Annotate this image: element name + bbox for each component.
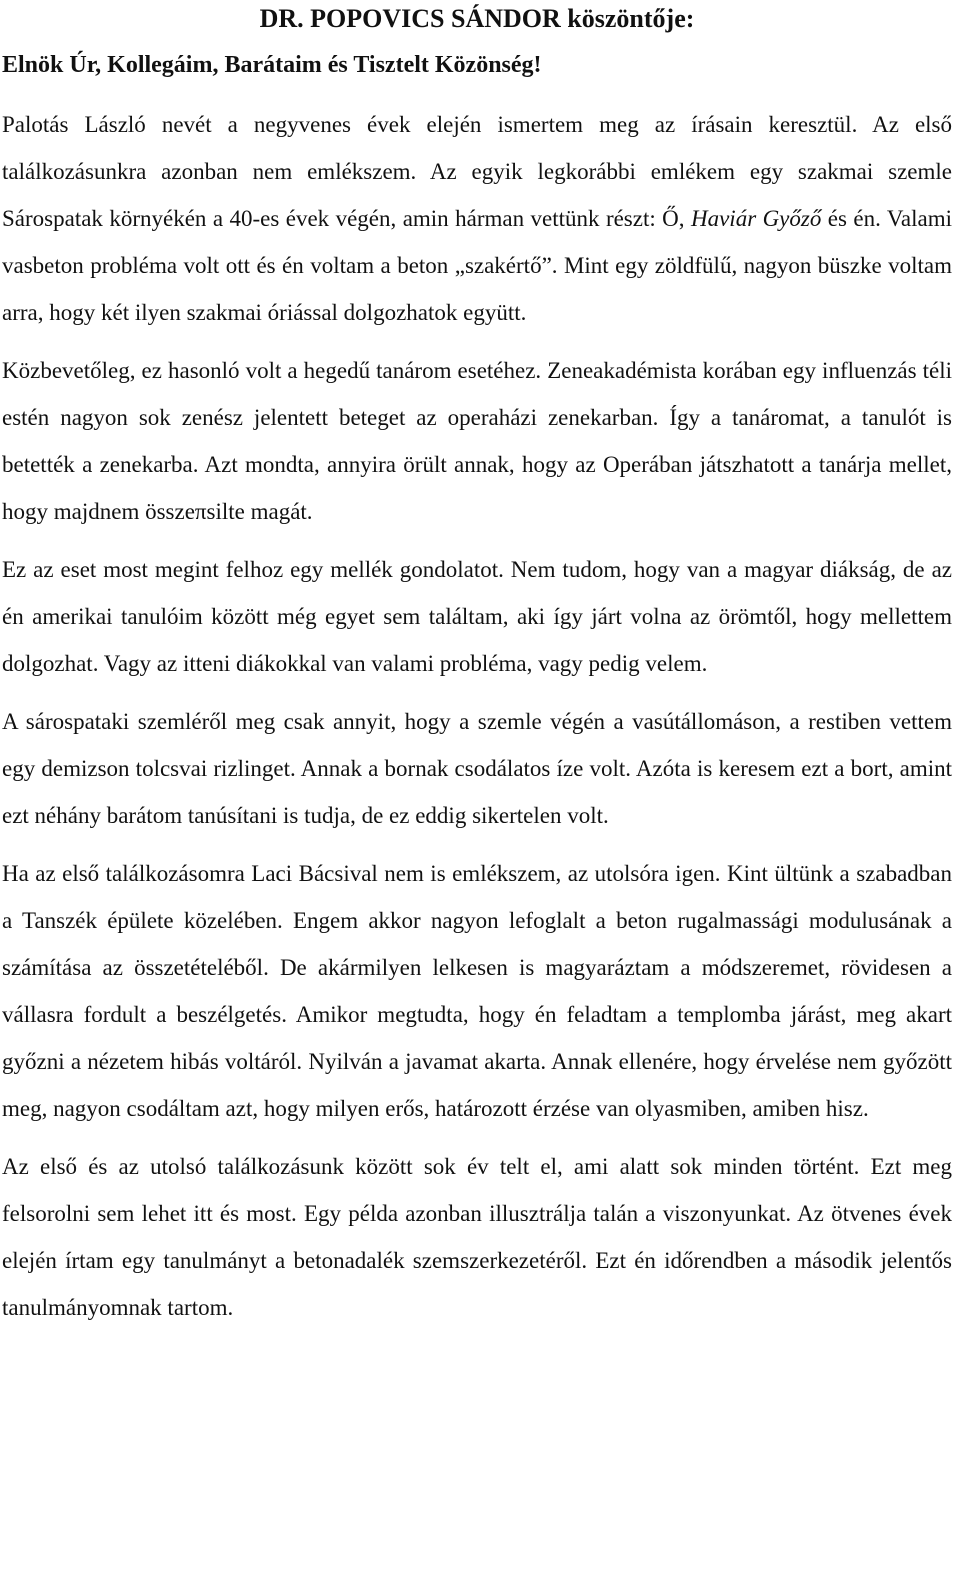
italic-name: Haviár Győző bbox=[690, 206, 822, 231]
paragraph-1-text-before: Palotás László nevét a negyvenes évek elején ismertem meg az írásain keresztül. Az első találkozásunkra azonban nem emlékszem. Az egyik legkorábbi emlékem egy szakmai szemle Sárospatak környékén a 40-es évek végén, amin hárman vettünk részt: Ő, bbox=[2, 112, 952, 231]
document-title: DR. POPOVICS SÁNDOR köszöntője: bbox=[259, 4, 695, 33]
paragraph-6: Az első és az utolsó találkozásunk között sok év telt el, ami alatt sok minden történt. Ezt meg felsorolni sem lehet itt és most. Egy példa azonban illusztrálja talán a viszonyunkat. Az ötvenes évek elején írtam egy tanulmányt a betonadalék szemszerkezetéről. Ezt én időrendben a második jelentős tanulmányomnak tartom. bbox=[2, 1154, 952, 1320]
paragraph-4: A sárospataki szemléről meg csak annyit, hogy a szemle végén a vasútállomáson, a restiben vettem egy demizson tolcsvai rizlinget. Annak a bornak csodálatos íze volt. Azóta is keresem ezt a bort, amint ezt néhány barátom tanúsítani is tudja, de ez eddig sikertelen volt. bbox=[2, 709, 952, 828]
paragraph-1 bbox=[2, 101, 952, 336]
salutation: Elnök Úr, Kollegáim, Barátaim és Tisztelt Közönség! bbox=[2, 52, 542, 78]
paragraph-5: Ha az első találkozásomra Laci Bácsival nem is emlékszem, az utolsóra igen. Kint ültünk a szabadban a Tanszék épülete közelében. Engem akkor nagyon lefoglalt a beton rugalmassági modulusának a számítása az összetételéből. De akármilyen lelkesen is magyaráztam a módszeremet, rövidesen a vállasra fordult a beszélgetés. Amikor megtudta, hogy én feladtam a templomba járást, meg akart győzni a nézetem hibás voltáról. Nyilván a javamat akarta. Annak ellenére, hogy érvelése nem győzött meg, nagyon csodáltam azt, hogy milyen erős, határozott érzése van olyasmiben, amiben hisz. bbox=[2, 861, 952, 1121]
paragraph-1-text-after: és én. Valami vasbeton probléma volt ott és én voltam a beton „szakértő”. Mint egy zöldfülű, nagyon büszke voltam arra, hogy két ilyen szakmai óriással dolgozhatok együtt. bbox=[2, 206, 953, 325]
paragraph-2: Közbevetőleg, ez hasonló volt a hegedű tanárom esetéhez. Zeneakadémista korában egy influenzás téli estén nagyon sok zenész jelentett beteget az operaházi zenekarban. Így a tanáromat, a tanulót is betették a zenekarba. Azt mondta, annyira örült annak, hogy az Operában játszhatott a tanárja mellet, hogy majdnem összeπsilte magát. bbox=[2, 358, 952, 524]
paragraph-3: Ez az eset most megint felhoz egy mellék gondolatot. Nem tudom, hogy van a magyar diákság, de az én amerikai tanulóim között még egyet sem találtam, aki így járt volna az örömtől, hogy mellettem dolgozhat. Vagy az itteni diákokkal van valami probléma, vagy pedig velem. bbox=[2, 557, 952, 676]
document-page bbox=[2, 0, 952, 1331]
